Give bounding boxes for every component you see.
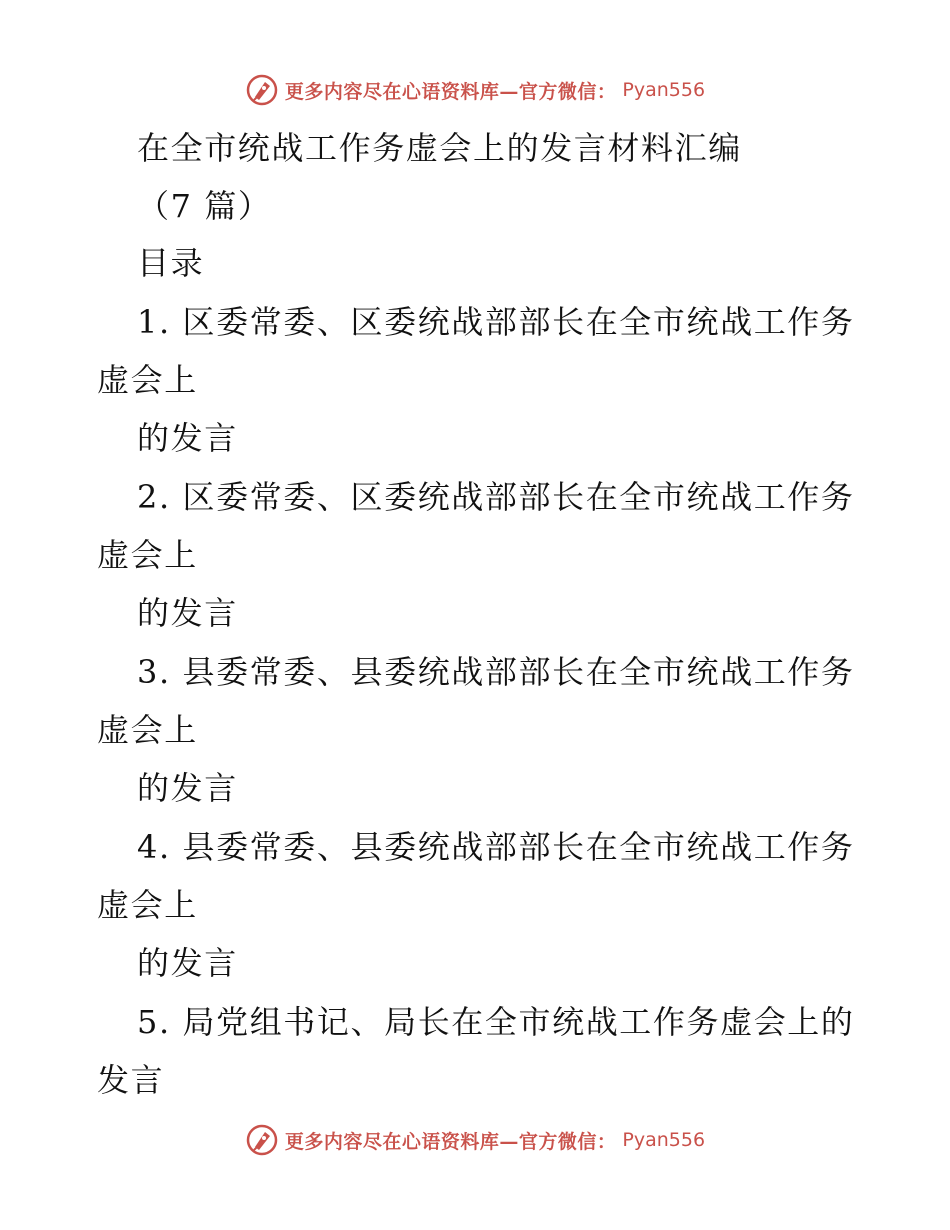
toc-item-1-line-2: 虚会上 bbox=[97, 361, 198, 399]
toc-item-2-line-1: 2. 区委常委、区委统战部部长在全市统战工作务 bbox=[137, 478, 855, 516]
watermark-text: 更多内容尽在心语资料库—官方微信： bbox=[284, 80, 617, 103]
toc-item-4-line-2: 虚会上 bbox=[97, 886, 198, 924]
toc-item-3-line-2: 虚会上 bbox=[97, 711, 198, 749]
pen-nib-logo-icon bbox=[245, 73, 279, 107]
watermark-wechat-id: Pyan556 bbox=[622, 79, 706, 101]
toc-item-5-line-2: 发言 bbox=[97, 1061, 165, 1099]
toc-item-4-line-1: 4. 县委常委、县委统战部部长在全市统战工作务 bbox=[137, 828, 855, 866]
footer-watermark bbox=[0, 1120, 950, 1160]
toc-heading: 目录 bbox=[137, 244, 205, 282]
toc-item-3-line-3: 的发言 bbox=[137, 769, 238, 807]
document-title-line-1: 在全市统战工作务虚会上的发言材料汇编 bbox=[137, 129, 742, 167]
toc-item-4-line-3: 的发言 bbox=[137, 944, 238, 982]
toc-item-5-line-1: 5. 局党组书记、局长在全市统战工作务虚会上的 bbox=[137, 1003, 855, 1041]
watermark-wechat-id: Pyan556 bbox=[622, 1129, 706, 1151]
document-title-line-2: （7 篇） bbox=[137, 187, 272, 225]
toc-item-1-line-3: 的发言 bbox=[137, 419, 238, 457]
toc-item-2-line-3: 的发言 bbox=[137, 594, 238, 632]
toc-item-3-line-1: 3. 县委常委、县委统战部部长在全市统战工作务 bbox=[137, 653, 855, 691]
toc-item-1-line-1: 1. 区委常委、区委统战部部长在全市统战工作务 bbox=[137, 303, 855, 341]
pen-nib-logo-icon bbox=[245, 1123, 279, 1157]
toc-item-2-line-2: 虚会上 bbox=[97, 536, 198, 574]
watermark-text: 更多内容尽在心语资料库—官方微信： bbox=[284, 1130, 617, 1153]
header-watermark bbox=[0, 70, 950, 110]
